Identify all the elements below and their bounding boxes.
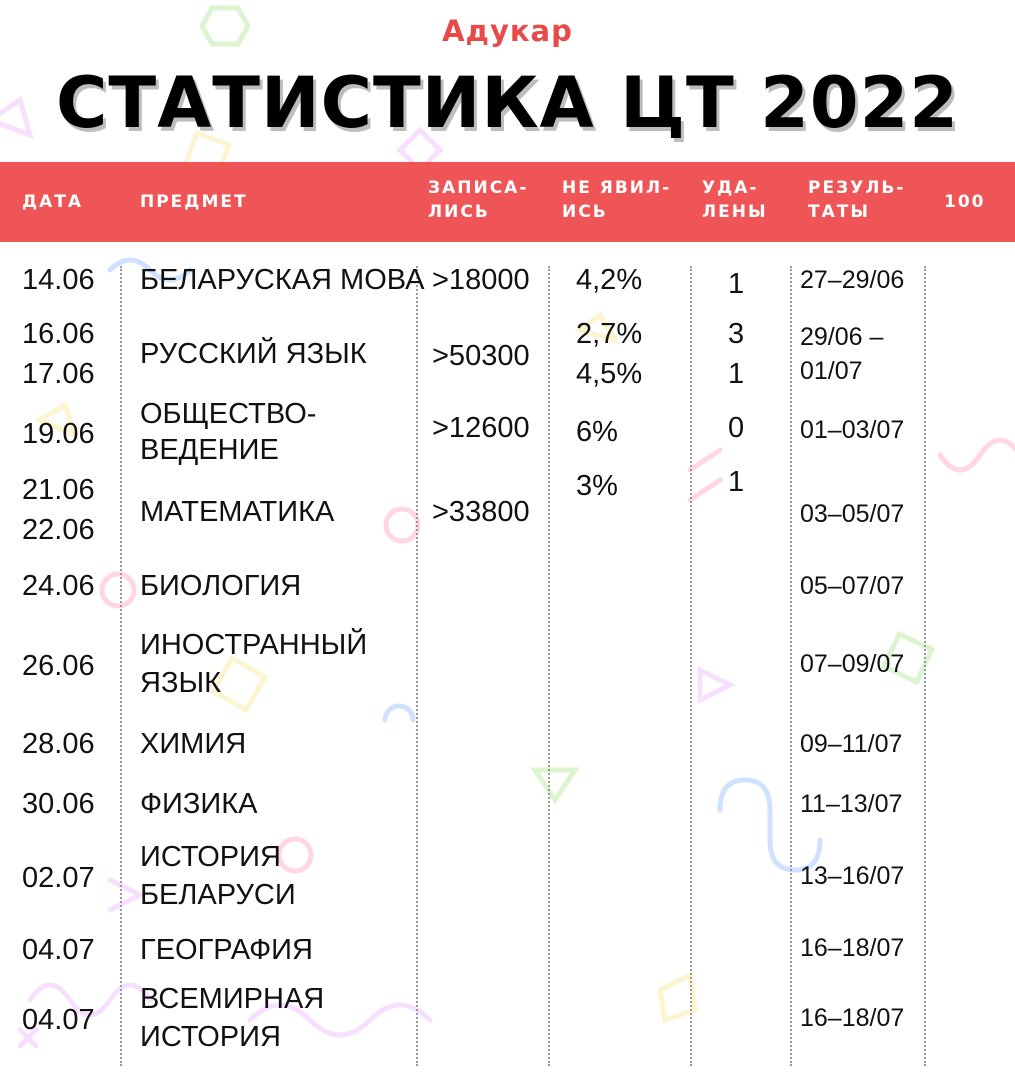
brand-logo-text: Адукар bbox=[442, 14, 573, 48]
cell-date: 26.06 bbox=[22, 650, 95, 682]
cell-subject: БИОЛОГИЯ bbox=[140, 570, 302, 602]
cell-results: 07–09/07 bbox=[800, 650, 905, 678]
cell-removed: 1 bbox=[728, 466, 745, 498]
cell-date: 19.06 bbox=[22, 418, 95, 450]
cell-date: 14.06 bbox=[22, 264, 95, 296]
cell-registered: >12600 bbox=[432, 412, 530, 444]
cell-subject: ИНОСТРАННЫЙ ЯЗЫК bbox=[140, 629, 368, 699]
cell-absent: 3% bbox=[576, 470, 618, 502]
cell-date: 21.06 22.06 bbox=[22, 474, 95, 546]
cell-date: 28.06 bbox=[22, 728, 95, 760]
cell-registered: >18000 bbox=[432, 264, 530, 296]
cell-registered: >50300 bbox=[432, 340, 530, 372]
cell-date: 04.07 bbox=[22, 1004, 95, 1036]
header-registered: ЗАПИСА- ЛИСЬ bbox=[428, 178, 529, 222]
cell-results: 16–18/07 bbox=[800, 1004, 905, 1032]
cell-results: 03–05/07 bbox=[800, 500, 905, 528]
cell-results: 11–13/07 bbox=[800, 790, 903, 818]
cell-removed: 0 bbox=[728, 412, 745, 444]
cell-subject: ГЕОГРАФИЯ bbox=[140, 934, 313, 966]
cell-date: 24.06 bbox=[22, 570, 95, 602]
header-removed: УДА- ЛЕНЫ bbox=[702, 178, 768, 222]
header-absent: НЕ ЯВИЛ- ИСЬ bbox=[562, 178, 672, 222]
cell-subject: ИСТОРИЯ БЕЛАРУСИ bbox=[140, 841, 296, 911]
cell-removed: 1 bbox=[728, 268, 745, 300]
cell-results: 29/06 – 01/07 bbox=[800, 323, 884, 385]
header-subject: ПРЕДМЕТ bbox=[140, 192, 248, 212]
column-divider bbox=[924, 266, 926, 1066]
cell-results: 01–03/07 bbox=[800, 416, 905, 444]
cell-removed: 3 1 bbox=[728, 318, 745, 390]
cell-results: 27–29/06 bbox=[800, 266, 905, 294]
cell-absent: 4,2% bbox=[576, 264, 643, 296]
cell-absent: 6% bbox=[576, 416, 618, 448]
cell-subject: ФИЗИКА bbox=[140, 788, 258, 820]
header-date: ДАТА bbox=[22, 192, 84, 212]
column-divider bbox=[548, 266, 550, 1066]
page-title: СТАТИСТИКА ЦТ 2022 bbox=[56, 62, 959, 144]
column-divider bbox=[790, 266, 792, 1066]
cell-date: 04.07 bbox=[22, 934, 95, 966]
cell-results: 05–07/07 bbox=[800, 572, 905, 600]
cell-absent: 2,7% 4,5% bbox=[576, 318, 643, 390]
column-divider bbox=[416, 266, 418, 1066]
column-divider bbox=[120, 266, 122, 1066]
cell-results: 09–11/07 bbox=[800, 730, 903, 758]
cell-subject: ОБЩЕСТВО- ВЕДЕНИЕ bbox=[140, 398, 317, 466]
table-header bbox=[0, 162, 1015, 242]
cell-subject: РУССКИЙ ЯЗЫК bbox=[140, 338, 367, 370]
cell-subject: ВСЕМИРНАЯ ИСТОРИЯ bbox=[140, 983, 325, 1053]
cell-results: 16–18/07 bbox=[800, 934, 905, 962]
cell-date: 30.06 bbox=[22, 788, 95, 820]
header-hundred: 100 bbox=[944, 192, 986, 212]
header-results: РЕЗУЛЬ- ТАТЫ bbox=[808, 178, 906, 222]
cell-results: 13–16/07 bbox=[800, 862, 905, 890]
column-divider bbox=[690, 266, 692, 1066]
cell-date: 02.07 bbox=[22, 862, 95, 894]
cell-date: 16.06 17.06 bbox=[22, 318, 95, 390]
cell-registered: >33800 bbox=[432, 496, 530, 528]
cell-subject: МАТЕМАТИКА bbox=[140, 496, 335, 528]
cell-subject: БЕЛАРУСКАЯ МОВА bbox=[140, 264, 425, 296]
cell-subject: ХИМИЯ bbox=[140, 728, 247, 760]
